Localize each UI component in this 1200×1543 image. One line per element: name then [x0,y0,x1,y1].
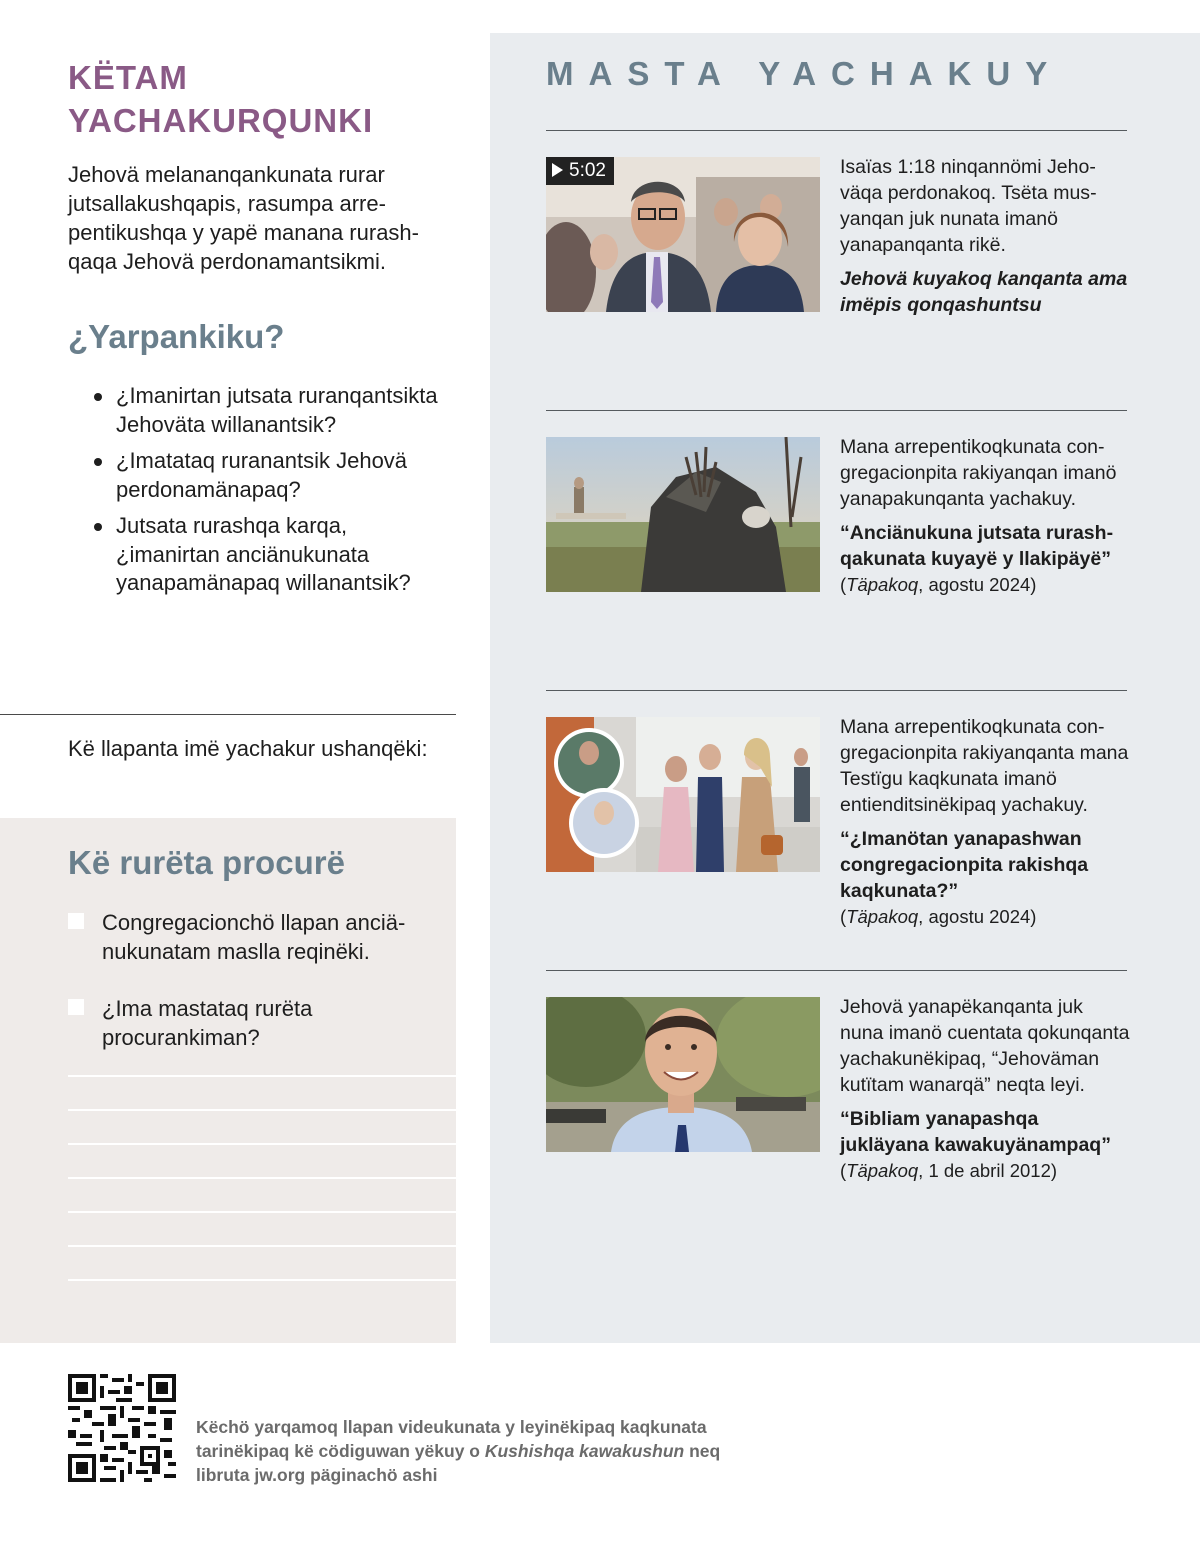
writing-line[interactable] [68,1075,456,1077]
source-publication: Täpakoq [846,1160,919,1181]
writing-line[interactable] [68,1211,456,1213]
resource-description: Mana arrepentikoqkunata congregacionpita rakiyanqanta mana Testïgu kaqkunata imanö entienditsinëkipaq yachakuy. [840,716,1129,816]
recall-question-list [90,382,440,606]
goal-item [68,908,438,966]
learn-more-title: MASTA YACHAKUY [546,55,1063,92]
goals-heading: Kë rurëta procurë [68,844,345,881]
resource-divider [546,970,1127,971]
resource-item [840,434,1130,598]
shepherd-painting [546,437,820,592]
goal-checkbox[interactable] [68,999,84,1015]
goal-text: Congregacionchö llapan anciänukunatam maslla reqinëki. [102,910,406,964]
footer-note: Këchö yarqamoq llapan videukunata y leyinëkipaq kaqkunata tarinëkipaq kë cödiguwan yëkuy o Kushishqa kawakushun neq libruta jw.org päginachö ashi [196,1417,721,1485]
recall-heading: ¿Yarpankiku? [68,318,285,355]
source-date: , agostu 2024) [918,574,1037,595]
goal-item [68,994,438,1052]
section-divider [0,714,456,715]
video-duration-badge: 5:02 [546,157,614,185]
article-thumbnail[interactable] [546,437,820,592]
recall-question: ¿Imanirtan jutsata ruranqantsikta Jehoväta willanantsik? [90,382,440,439]
article-thumbnail[interactable] [546,997,820,1152]
greeting-photo [546,717,820,872]
writing-line[interactable] [68,1177,456,1179]
resource-title-link[interactable]: “Bibliam yanapashqa jukläyana kawakuyänampaq” [840,1108,1111,1156]
goal-text: ¿Ima mastataq rurëta procurankiman? [102,996,313,1050]
recap-text: Jehovä melananqankunata rurar jutsallakushqapis, rasumpa arrepentikushqa y yapë manana rurashqaqa Jehovä perdonamantsikmi. [68,162,419,274]
resource-divider [546,410,1127,411]
source-publication: Täpakoq [846,906,919,927]
writing-line[interactable] [68,1143,456,1145]
recap-title-line1: KËTAM [68,59,188,96]
resource-title-link[interactable]: “Anciänukuna jutsata rurashqakunata kuyayë y llakipäyë” [840,522,1114,570]
resource-source: (Täpakoq, 1 de abril 2012) [840,1160,1058,1181]
qr-code[interactable] [68,1374,176,1482]
recap-title-line2: YACHAKURQUNKI [68,102,374,139]
writing-line[interactable] [68,1245,456,1247]
learned-notes-label: Kë llapanta imë yachakur ushanqëki: [68,736,428,761]
resource-item [840,714,1130,930]
recap-title [68,56,448,142]
recall-question: ¿Imatataq ruranantsik Jehovä perdonamänapaq? [90,447,440,504]
writing-line[interactable] [68,1279,456,1281]
resource-source: (Täpakoq, agostu 2024) [840,574,1037,595]
source-publication: Täpakoq [846,574,919,595]
recall-question: Jutsata rurashqa karqa, ¿imanirtan anciänukunata yanapamänapaq willanantsik? [90,512,440,598]
resource-description: Jehovä yanapëkanqanta juk nuna imanö cuentata qokunqanta yachakunëkipaq, “Jehoväman kutïtam wanarqä” neqta leyi. [840,996,1130,1096]
resource-source: (Täpakoq, agostu 2024) [840,906,1037,927]
play-icon [552,163,563,177]
source-date: , agostu 2024) [918,906,1037,927]
resource-item [840,994,1130,1184]
resource-title-link[interactable]: Jehovä kuyakoq kanqanta ama imëpis qonqashuntsu [840,268,1128,316]
resource-divider [546,690,1127,691]
smiling-man-photo [546,997,820,1152]
resource-description: Mana arrepentikoqkunata congregacionpita rakiyanqan imanö yanapakunqanta yachakuy. [840,436,1117,510]
resource-divider [546,130,1127,131]
article-thumbnail[interactable] [546,717,820,872]
video-thumbnail[interactable] [546,157,820,312]
goal-checkbox[interactable] [68,913,84,929]
resource-item [840,154,1130,318]
writing-line[interactable] [68,1109,456,1111]
resource-description: Isaïas 1:18 ninqannömi Jehoväqa perdonakoq. Tsëta musyanqan juk nunata imanö yanapanqanta rikë. [840,156,1097,256]
goals-panel [0,818,456,1343]
resource-title-link[interactable]: “¿Imanötan yanapashwan congregacionpita rakishqa kaqkunata?” [840,828,1089,902]
source-date: , 1 de abril 2012) [918,1160,1058,1181]
